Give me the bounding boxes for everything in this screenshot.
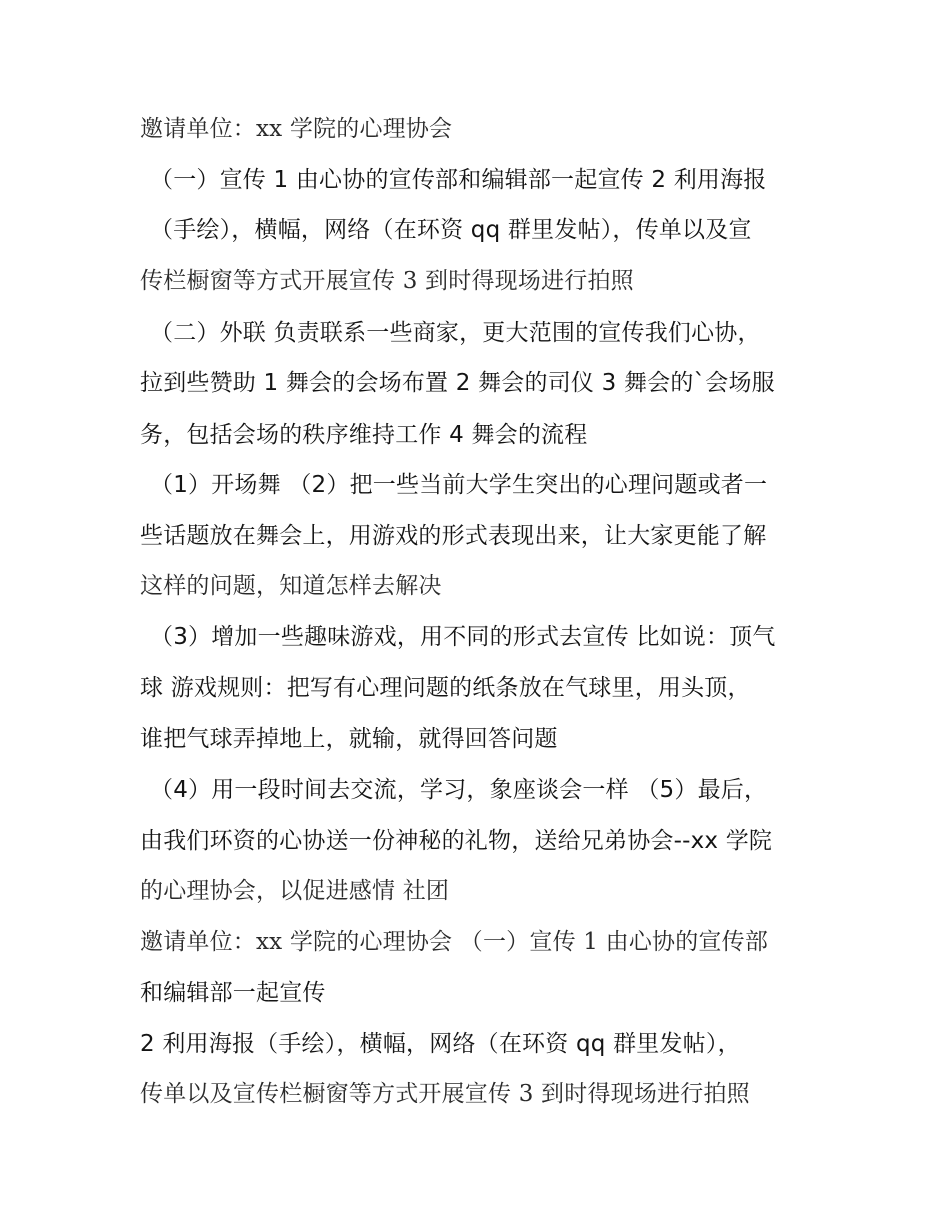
text-line-4: 传栏橱窗等方式开展宣传 3 到时得现场进行拍照 [140, 268, 634, 294]
text-line-17: 邀请单位：xx 学院的心理协会 （一）宣传 1 由心协的宣传部 [140, 929, 769, 955]
text-line-10: 这样的问题，知道怎样去解决 [140, 573, 442, 599]
text-line-12: 球 游戏规则：把写有心理问题的纸条放在气球里，用头顶， [140, 675, 751, 701]
text-line-6: 拉到些赞助 1 舞会的会场布置 2 舞会的司仪 3 舞会的`会场服 [140, 370, 775, 396]
text-line-18: 和编辑部一起宣传 [140, 980, 326, 1006]
text-line-7: 务，包括会场的秩序维持工作 4 舞会的流程 [140, 422, 588, 448]
text-line-11: （3）增加一些趣味游戏，用不同的形式去宣传 比如说：顶气 [150, 624, 776, 650]
text-line-8: （1）开场舞 （2）把一些当前大学生突出的心理问题或者一 [150, 472, 768, 498]
text-line-3: （手绘），横幅，网络（在环资 qq 群里发帖），传单以及宣 [150, 217, 752, 243]
text-line-14: （4）用一段时间去交流，学习，象座谈会一样 （5）最后， [150, 777, 768, 803]
text-line-16: 的心理协会，以促进感情 社团 [140, 878, 450, 904]
text-line-5: （二）外联 负责联系一些商家，更大范围的宣传我们心协， [150, 320, 761, 346]
text-line-15: 由我们环资的心协送一份神秘的礼物，送给兄弟协会--xx 学院 [140, 828, 773, 854]
text-line-20: 传单以及宣传栏橱窗等方式开展宣传 3 到时得现场进行拍照 [140, 1081, 750, 1107]
text-line-13: 谁把气球弄掉地上，就输，就得回答问题 [140, 726, 558, 752]
text-line-9: 些话题放在舞会上，用游戏的形式表现出来，让大家更能了解 [140, 523, 767, 549]
text-line-19: 2 利用海报（手绘），横幅，网络（在环资 qq 群里发帖）， [140, 1031, 741, 1057]
text-line-1: 邀请单位：xx 学院的心理协会 [140, 116, 453, 142]
text-line-2: （一）宣传 1 由心协的宣传部和编辑部一起宣传 2 利用海报 [150, 167, 767, 193]
